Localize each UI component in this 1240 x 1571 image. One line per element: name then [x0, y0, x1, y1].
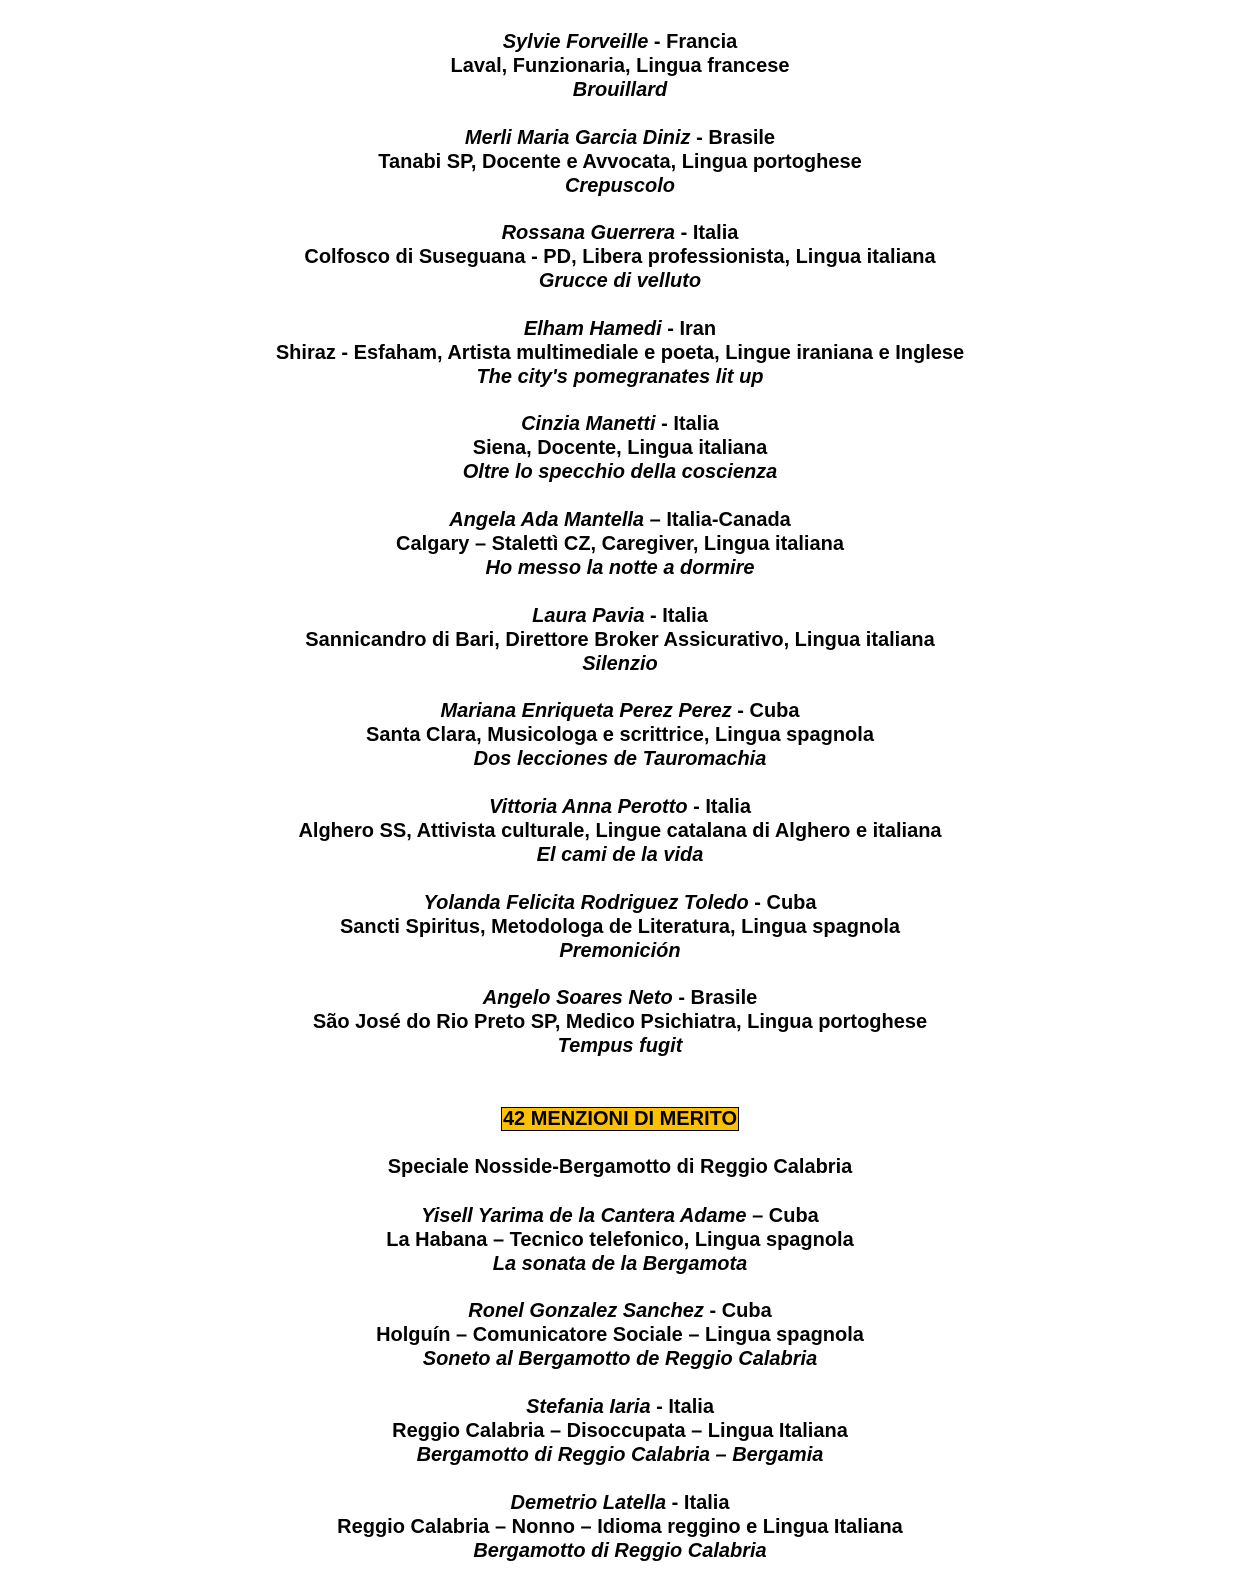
separator: –: [746, 1205, 769, 1227]
separator: -: [648, 31, 667, 53]
separator: -: [672, 987, 691, 1009]
separator: -: [731, 700, 750, 722]
entry-rossana-guerrera: [0, 221, 1240, 293]
work-title: Tempus fugit: [557, 1035, 683, 1057]
author-country: Brasile: [690, 987, 758, 1009]
entry-angela-ada-mantella: [0, 508, 1240, 580]
author-country: Brasile: [708, 127, 776, 149]
entry-header: [0, 604, 1240, 628]
author-details: Shiraz - Esfaham, Artista multimediale e poeta, Lingue iraniana e Inglese: [275, 342, 965, 364]
author-country: Italia-Canada: [666, 509, 791, 531]
entry-ronel-gonzalez-sanchez: [0, 1299, 1240, 1371]
author-name: Angela Ada Mantella: [449, 509, 645, 531]
author-country: Cuba: [749, 700, 800, 722]
author-name: Cinzia Manetti: [521, 413, 656, 435]
author-country: Cuba: [768, 1205, 819, 1227]
entry-header: [0, 126, 1240, 150]
author-name: Stefania Iaria: [526, 1396, 651, 1418]
author-country: Italia: [673, 413, 719, 435]
author-details: Calgary – Stalettì CZ, Caregiver, Lingua italiana: [396, 533, 844, 555]
author-name: Merli Maria Garcia Diniz: [464, 127, 691, 149]
entry-header: [0, 221, 1240, 245]
author-name: Ronel Gonzalez Sanchez: [468, 1300, 704, 1322]
separator: -: [687, 796, 706, 818]
separator: -: [675, 222, 693, 244]
author-name: Yolanda Felicita Rodriguez Toledo: [423, 892, 749, 914]
entry-yisell-yarima-de-la-cantera-adame: [0, 1204, 1240, 1276]
separator: -: [666, 1492, 684, 1514]
author-name: Elham Hamedi: [523, 318, 662, 340]
separator: -: [703, 1300, 722, 1322]
entry-yolanda-felicita-rodriguez-toledo: [0, 891, 1240, 963]
author-details: Santa Clara, Musicologa e scrittrice, Lingua spagnola: [366, 724, 874, 746]
work-title: Bergamotto di Reggio Calabria – Bergamia: [416, 1444, 824, 1466]
work-title: Soneto al Bergamotto de Reggio Calabria: [422, 1348, 818, 1370]
separator: -: [661, 318, 680, 340]
author-details: Sannicandro di Bari, Direttore Broker Assicurativo, Lingua italiana: [305, 629, 935, 651]
author-name: Laura Pavia: [532, 605, 645, 627]
entry-header: [0, 1299, 1240, 1323]
author-country: Italia: [683, 1492, 730, 1514]
separator: -: [690, 127, 709, 149]
entry-cinzia-manetti: [0, 412, 1240, 484]
author-name: Rossana Guerrera: [501, 222, 676, 244]
separator: -: [655, 413, 674, 435]
separator: -: [748, 892, 767, 914]
entry-header: [0, 795, 1240, 819]
entry-header: [0, 317, 1240, 341]
work-title: El cami de la vida: [536, 844, 704, 866]
subsection-heading: Speciale Nosside-Bergamotto di Reggio Calabria: [387, 1156, 853, 1178]
author-details: Alghero SS, Attivista culturale, Lingue catalana di Alghero e italiana: [298, 820, 942, 842]
author-details: Laval, Funzionaria, Lingua francese: [450, 55, 790, 77]
author-details: Colfosco di Suseguana - PD, Libera professionista, Lingua italiana: [304, 246, 936, 268]
author-details: Sancti Spiritus, Metodologa de Literatura, Lingua spagnola: [339, 916, 901, 938]
author-country: Iran: [679, 318, 717, 340]
author-country: Italia: [662, 605, 708, 627]
entry-header: [0, 30, 1240, 54]
entry-header: [0, 1395, 1240, 1419]
author-details: Siena, Docente, Lingua italiana: [472, 437, 768, 459]
entry-header: [0, 1204, 1240, 1228]
author-country: Italia: [668, 1396, 714, 1418]
author-details: Reggio Calabria – Nonno – Idioma reggino e Lingua Italiana: [337, 1516, 903, 1538]
entry-header: [0, 1491, 1240, 1515]
entry-merli-maria-garcia-diniz: [0, 126, 1240, 198]
entry-header: [0, 891, 1240, 915]
work-title: Grucce di velluto: [538, 270, 702, 292]
work-title: The city's pomegranates lit up: [476, 366, 764, 388]
separator: -: [644, 605, 663, 627]
author-name: Demetrio Latella: [510, 1492, 667, 1514]
author-name: Angelo Soares Neto: [482, 987, 673, 1009]
entry-elham-hamedi: [0, 317, 1240, 389]
entry-header: [0, 699, 1240, 723]
author-name: Vittoria Anna Perotto: [489, 796, 688, 818]
work-title: Ho messo la notte a dormire: [485, 557, 755, 579]
entry-stefania-iaria: [0, 1395, 1240, 1467]
author-details: Tanabi SP, Docente e Avvocata, Lingua portoghese: [378, 151, 862, 173]
highlighted-heading: 42 MENZIONI DI MERITO: [502, 1108, 738, 1130]
work-title: Brouillard: [572, 79, 668, 101]
author-name: Mariana Enriqueta Perez Perez: [440, 700, 732, 722]
work-title: Crepuscolo: [564, 175, 676, 197]
author-name: Sylvie Forveille: [502, 31, 649, 53]
work-title: Silenzio: [582, 653, 658, 675]
work-title: La sonata de la Bergamota: [492, 1253, 748, 1275]
work-title: Dos lecciones de Tauromachia: [473, 748, 767, 770]
entry-laura-pavia: [0, 604, 1240, 676]
entry-vittoria-anna-perotto: [0, 795, 1240, 867]
author-details: São José do Rio Preto SP, Medico Psichiatra, Lingua portoghese: [312, 1011, 928, 1033]
entry-mariana-enriqueta-perez-perez: [0, 699, 1240, 771]
entry-header: [0, 412, 1240, 436]
section-heading: [0, 1107, 1240, 1131]
entry-header: [0, 508, 1240, 532]
author-country: Cuba: [766, 892, 817, 914]
author-country: Francia: [666, 31, 738, 53]
work-title: Bergamotto di Reggio Calabria: [473, 1540, 767, 1562]
work-title: Oltre lo specchio della coscienza: [462, 461, 778, 483]
separator: –: [644, 509, 667, 531]
entry-demetrio-latella: [0, 1491, 1240, 1563]
author-details: Holguín – Comunicatore Sociale – Lingua spagnola: [376, 1324, 864, 1346]
author-name: Yisell Yarima de la Cantera Adame: [421, 1205, 747, 1227]
work-title: Premonición: [559, 940, 681, 962]
separator: -: [650, 1396, 669, 1418]
entry-sylvie-forveille: [0, 30, 1240, 102]
entry-header: [0, 986, 1240, 1010]
author-country: Italia: [692, 222, 739, 244]
author-country: Italia: [705, 796, 751, 818]
author-details: La Habana – Tecnico telefonico, Lingua spagnola: [386, 1229, 854, 1251]
author-details: Reggio Calabria – Disoccupata – Lingua Italiana: [392, 1420, 848, 1442]
entry-angelo-soares-neto: [0, 986, 1240, 1058]
author-country: Cuba: [721, 1300, 772, 1322]
